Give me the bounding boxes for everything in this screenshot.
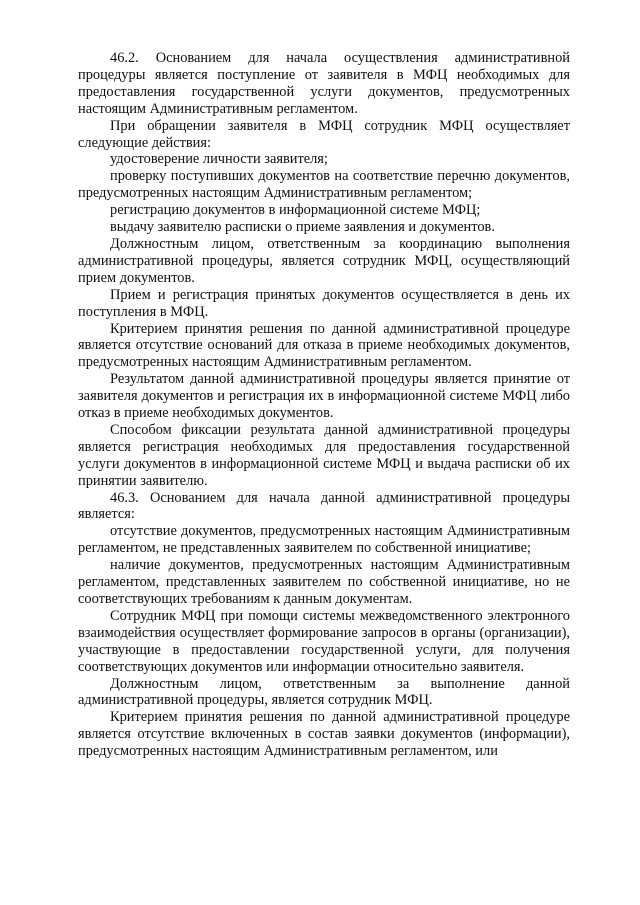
paragraph-responsible-official-2: Должностным лицом, ответственным за выполнение данной административной процедуры, является сотрудник МФЦ. <box>78 675 570 709</box>
paragraph-46-2: 46.2. Основанием для начала осуществления административной процедуры является поступление от заявителя в МФЦ необходимых для предоставления государственной услуги документов, предусмотренных настоящим Административным регламентом. <box>78 50 570 117</box>
list-item-missing-documents: отсутствие документов, предусмотренных настоящим Административным регламентом, не представленных заявителем по собственной инициативе; <box>78 523 570 557</box>
list-item-document-check: проверку поступивших документов на соответствие перечню документов, предусмотренных настоящим Административным регламентом; <box>78 168 570 202</box>
list-item-identity: удостоверение личности заявителя; <box>110 151 328 168</box>
paragraph-fixation-method: Способом фиксации результата данной административной процедуры является регистрация необходимых для предоставления государственной услуги документов в информационной системе МФЦ и выдача расписки об их принятии заявителю. <box>78 421 570 489</box>
paragraph-interagency-requests: Сотрудник МФЦ при помощи системы межведомственного электронного взаимодействия осуществляет формирование запросов в органы (организации), участвующие в предоставлении государственной услуги, для получения соответствующих документов или информации относительно заявителя. <box>78 607 570 675</box>
paragraph-decision-criterion: Критерием принятия решения по данной административной процедуре является отсутствие оснований для отказа в приеме необходимых документов, предусмотренных настоящим Административным регламентом. <box>78 320 570 371</box>
list-item-registration: регистрацию документов в информационной системе МФЦ; <box>110 202 481 219</box>
paragraph-registration-day: Прием и регистрация принятых документов осуществляется в день их поступления в МФЦ. <box>78 286 570 320</box>
document-page <box>78 50 570 760</box>
list-item-receipt: выдачу заявителю расписки о приеме заявления и документов. <box>110 219 495 236</box>
paragraph-46-3: 46.3. Основанием для начала данной административной процедуры является: <box>78 489 570 523</box>
paragraph-procedure-result: Результатом данной административной процедуры является принятие от заявителя документов и регистрация их в информационной системе МФЦ либо отказ в приеме необходимых документов. <box>78 371 570 422</box>
list-item-nonconforming-documents: наличие документов, предусмотренных настоящим Административным регламентом, представленных заявителем по собственной инициативе, но не соответствующих требованиям к данным документам. <box>78 557 570 607</box>
paragraph-mfc-actions-intro: При обращении заявителя в МФЦ сотрудник МФЦ осуществляет следующие действия: <box>78 117 570 151</box>
paragraph-decision-criterion-2: Критерием принятия решения по данной административной процедуре является отсутствие включенных в состав заявки документов (информации), предусмотренных настоящим Административным регламентом, или <box>78 709 570 760</box>
paragraph-responsible-official: Должностным лицом, ответственным за координацию выполнения административной процедуры, является сотрудник МФЦ, осуществляющий прием документов. <box>78 235 570 286</box>
